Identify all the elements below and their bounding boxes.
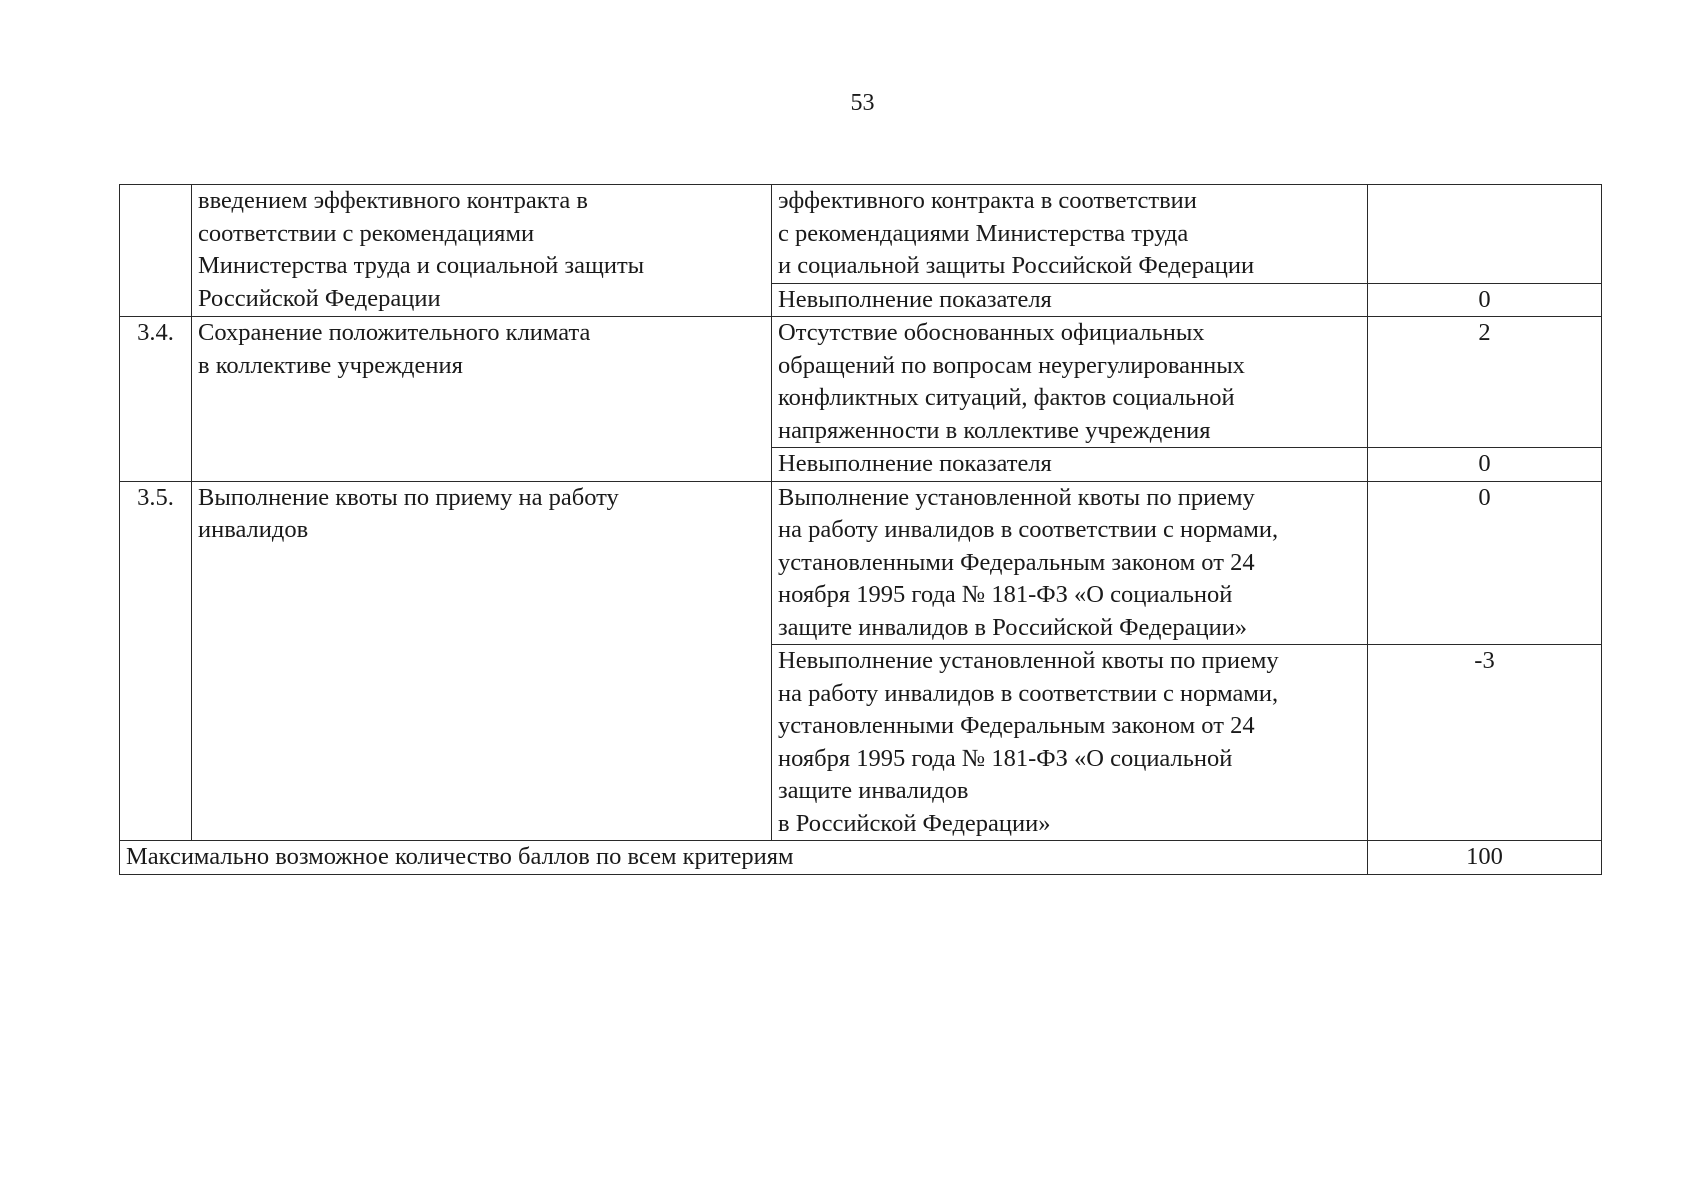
indicator-cell: Невыполнение показателя [772,448,1368,482]
score-cell: 0 [1368,481,1602,645]
page-number: 53 [850,90,875,116]
indicator-cell: Невыполнение показателя [772,283,1368,317]
score-cell: 2 [1368,317,1602,448]
score-cell: 0 [1368,448,1602,482]
score-cell [1368,185,1602,284]
total-label: Максимально возможное количество баллов по всем критериям [120,841,1368,875]
indicator-cell: Невыполнение установленной квоты по приему на работу инвалидов в соответствии с нормами, установленными Федеральным законом от 24 ноября 1995 года № 181-ФЗ «О социальной защите инвалидов в Российской Федерации» [772,645,1368,841]
criterion-cell: Сохранение положительного климата в коллективе учреждения [192,317,772,482]
indicator-cell: Отсутствие обоснованных официальных обращений по вопросам неурегулированных конфликтных ситуаций, фактов социальной напряженности в коллективе учреждения [772,317,1368,448]
table-row [120,481,1602,645]
total-score: 100 [1368,841,1602,875]
table-row [120,185,1602,284]
score-cell: -3 [1368,645,1602,841]
indicator-cell: эффективного контракта в соответствии с рекомендациями Министерства труда и социальной защиты Российской Федерации [772,185,1368,284]
criterion-cell: введением эффективного контракта в соответствии с рекомендациями Министерства труда и социальной защиты Российской Федерации [192,185,772,317]
criterion-number-cell: 3.5. [120,481,192,841]
criterion-cell: Выполнение квоты по приему на работу инвалидов [192,481,772,841]
score-cell: 0 [1368,283,1602,317]
criterion-number-cell [120,185,192,317]
criterion-number-cell: 3.4. [120,317,192,482]
indicator-cell: Выполнение установленной квоты по приему на работу инвалидов в соответствии с нормами, установленными Федеральным законом от 24 ноября 1995 года № 181-ФЗ «О социальной защите инвалидов в Российской Федерации» [772,481,1368,645]
criteria-table [119,184,1602,875]
total-row [120,841,1602,875]
table-row [120,317,1602,448]
